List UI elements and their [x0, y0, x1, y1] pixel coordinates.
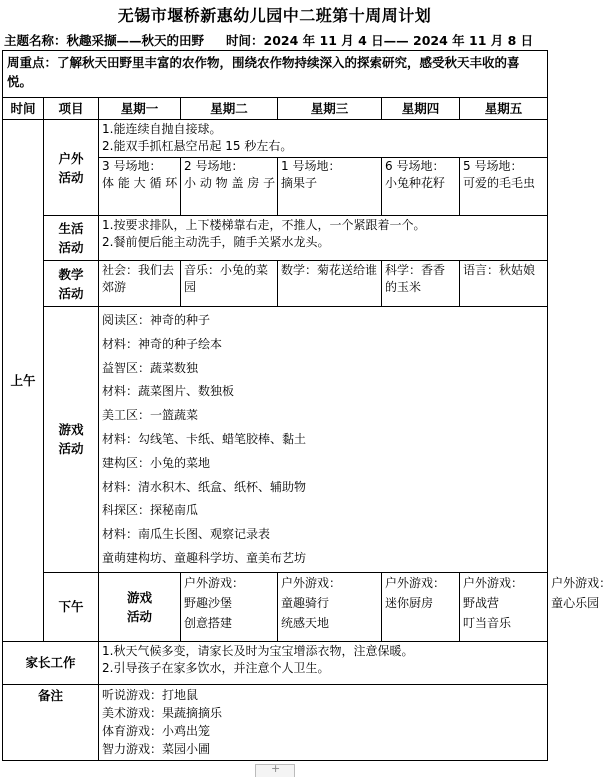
game-type: 户外游戏： — [463, 575, 524, 590]
life-label — [44, 216, 99, 261]
game-name: 叮当音乐 — [463, 615, 512, 630]
header-item: 项目 — [44, 98, 99, 120]
game-type: 户外游戏： — [281, 575, 342, 590]
game-line: 材料：勾线笔、卡纸、蜡笔胶棒、黏土 — [102, 431, 307, 446]
game-type: 户外游戏： — [184, 575, 245, 590]
outdoor-label-text: 户外活动 — [58, 150, 84, 185]
note-line: 体育游戏：小鸡出笼 — [102, 723, 211, 738]
header-friday: 星期五 — [460, 98, 548, 120]
notes-label: 备注 — [3, 684, 99, 760]
venue-activity: 小兔种花籽 — [385, 176, 446, 190]
plus-icon: + — [271, 762, 281, 775]
outdoor-goal: 2.能双手抓杠悬空吊起 15 秒左右。 — [102, 139, 293, 153]
add-row-button[interactable] — [255, 764, 295, 777]
header-thursday: 星期四 — [382, 98, 460, 120]
teaching-label — [44, 261, 99, 307]
header-wednesday: 星期三 — [278, 98, 382, 120]
game-type: 户外游戏： — [385, 575, 446, 590]
game-line: 材料：蔬菜图片、数独板 — [102, 384, 235, 399]
life-content — [99, 216, 548, 261]
header-tuesday: 星期二 — [181, 98, 278, 120]
game-name: 野趣沙堡 — [184, 595, 233, 610]
venue-label: 6 号场地： — [385, 159, 445, 173]
game-line: 阅读区：神奇的种子 — [102, 313, 211, 327]
game-line: 材料：清水积木、纸盒、纸杯、辅助物 — [102, 479, 307, 494]
note-line: 听说游戏：打地鼠 — [102, 687, 199, 702]
venue-activity: 可爱的毛毛虫 — [463, 176, 536, 190]
outdoor-label — [44, 120, 99, 216]
weekly-plan-table: 周重点：了解秋天田野里丰富的农作物，围绕农作物持续深入的探索研究，感受秋天丰收的喜悦。 时间 项目 星期一 星期二 星期三 星期四 星期五 上午 户外活动 1.能连续自抛自接球。 2.能双手抓杠悬空吊起 15 秒左右。 3 号场地： 体 能 大 循 环 2 号场地： 小 动 物 盖 房 子 1 号场地： 摘果子 6 号场地： 小兔种花籽 5 号场地： 可爱的毛毛虫 生活活动 1.按要求排队，上下楼梯靠右走，不推人，一个紧跟着一个。 2.餐前便后能主动洗手，随手关紧水龙头。 教学活动 社会：我们去郊游 音乐：小兔的菜园 数学：菊花送给谁 科学：香香的玉米 语言：秋姑娘 游戏活动 阅读区：神奇的种子 材料：神奇的种子绘本 益智区：蔬菜数独 材料：蔬菜图片、数独板 美工区：一篮蔬菜 材料：勾线笔、卡纸、蜡笔胶棒、黏土 建构区：小兔的菜地 材料：清水积木、纸盒、纸杯、辅助物 科探区：探秘南瓜 材料：南瓜生长图、观察记录表 童萌建构坊、童趣科学坊、童美布艺坊 下午 游戏活动 户外游戏： 野趣沙堡 创意搭建 户外游戏： 童趣骑行 统感天地 户外游戏： 迷你厨房 户外游戏： 野战营 叮当音乐 户外游戏： 童心乐园 家长工作 1.秋天气候多变，请家长及时为宝宝增添衣物，注意保暖。 2.引导孩子在家多饮水，并注意个人卫生。 备注 听说游戏：打地鼠 美术游戏：果蔬摘摘乐 体育游戏：小鸡出笼 智力游戏：菜园小圃 — [2, 50, 548, 761]
afternoon-game-label — [99, 572, 181, 641]
game-line: 建构区：小兔的菜地 — [102, 455, 211, 470]
outdoor-thursday — [382, 158, 460, 216]
notes-content — [99, 684, 548, 760]
game-name: 统感天地 — [281, 615, 330, 630]
game-name: 迷你厨房 — [385, 595, 434, 610]
outdoor-friday — [460, 158, 548, 216]
venue-activity: 摘果子 — [281, 176, 318, 190]
outdoor-monday — [99, 158, 181, 216]
game-line: 美工区：一篮蔬菜 — [102, 408, 199, 423]
outdoor-goal: 1.能连续自抛自接球。 — [102, 122, 222, 136]
outdoor-wednesday — [278, 158, 382, 216]
header-row — [3, 98, 548, 120]
game-label — [44, 307, 99, 573]
outdoor-tuesday — [181, 158, 278, 216]
teaching-monday: 社会：我们去郊游 — [99, 261, 181, 307]
game-line: 科探区：探秘南瓜 — [102, 503, 199, 518]
venue-label: 3 号场地： — [102, 159, 162, 173]
afternoon-tuesday — [278, 572, 382, 641]
life-label-text: 生活活动 — [58, 221, 84, 255]
outdoor-goals — [99, 120, 548, 158]
teaching-friday: 语言：秋姑娘 — [460, 261, 548, 307]
weekly-focus: 周重点：了解秋天田野里丰富的农作物，围绕农作物持续深入的探索研究，感受秋天丰收的喜悦。 — [3, 51, 548, 98]
game-name: 野战营 — [463, 595, 500, 610]
afternoon-label: 下午 — [44, 572, 99, 641]
venue-activity: 体 能 大 循 环 — [102, 176, 178, 190]
game-line: 材料：南瓜生长图、观察记录表 — [102, 527, 271, 542]
header-monday: 星期一 — [99, 98, 181, 120]
plan-subtitle — [4, 31, 549, 49]
game-line: 童萌建构坊、童趣科学坊、童美布艺坊 — [102, 550, 307, 565]
plan-dates: 时间：2024 年 11 月 4 日—— 2024 年 11 月 8 日 — [226, 33, 534, 48]
note-line: 智力游戏：菜园小圃 — [102, 741, 211, 756]
afternoon-thursday — [460, 572, 548, 641]
afternoon-wednesday — [382, 572, 460, 641]
afternoon-monday — [181, 572, 278, 641]
game-line: 材料：神奇的种子绘本 — [102, 336, 223, 351]
page-title: 无锡市堰桥新惠幼儿园中二班第十周周计划 — [117, 6, 432, 25]
venue-label: 5 号场地： — [463, 159, 523, 173]
parent-content — [99, 641, 548, 684]
parent-label: 家长工作 — [3, 641, 99, 684]
game-label-text: 游戏活动 — [58, 422, 84, 457]
venue-activity: 小 动 物 盖 房 子 — [184, 176, 276, 190]
teaching-thursday: 科学：香香的玉米 — [382, 261, 460, 307]
teaching-tuesday: 音乐：小兔的菜园 — [181, 261, 278, 307]
header-time: 时间 — [3, 98, 44, 120]
note-line: 美术游戏：果蔬摘摘乐 — [102, 705, 223, 720]
game-name: 童趣骑行 — [281, 595, 330, 610]
game-line: 益智区：蔬菜数独 — [102, 360, 199, 375]
life-line: 1.按要求排队，上下楼梯靠右走，不推人，一个紧跟着一个。 — [102, 218, 426, 232]
venue-label: 2 号场地： — [184, 159, 244, 173]
teaching-label-text: 教学活动 — [58, 266, 84, 301]
morning-label: 上午 — [3, 120, 44, 642]
parent-line: 1.秋天气候多变，请家长及时为宝宝增添衣物，注意保暖。 — [102, 643, 414, 658]
game-content — [99, 307, 548, 573]
teaching-wednesday: 数学：菊花送给谁 — [278, 261, 382, 307]
venue-label: 1 号场地： — [281, 159, 341, 173]
parent-line: 2.引导孩子在家多饮水，并注意个人卫生。 — [102, 660, 330, 675]
theme-name: 主题名称：秋趣采撷——秋天的田野 — [4, 33, 205, 48]
afternoon-game-label-text: 游戏活动 — [126, 589, 152, 624]
game-name: 创意搭建 — [184, 615, 233, 630]
life-line: 2.餐前便后能主动洗手，随手关紧水龙头。 — [102, 235, 330, 249]
